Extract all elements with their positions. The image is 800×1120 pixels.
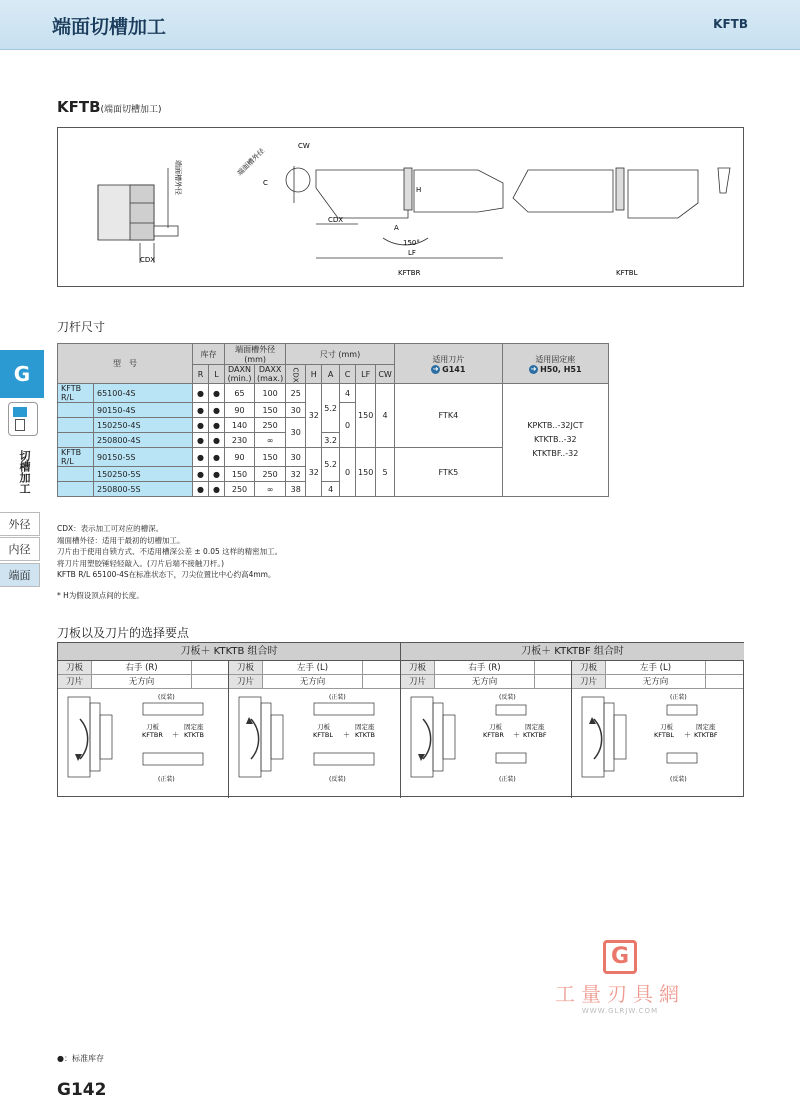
model-cell[interactable]: 250800-5S — [94, 482, 193, 497]
arrow-right-icon: ➜ — [530, 364, 537, 373]
model-prefix-blank — [58, 467, 94, 482]
stock-l: ● — [209, 403, 225, 418]
cw-cell: 4 — [376, 384, 395, 448]
sidebar-vertical-label: 切槽加工 — [18, 450, 31, 494]
stock-l: ● — [209, 418, 225, 433]
table-notes — [57, 523, 282, 581]
label-blade: 刀板 — [489, 723, 502, 731]
daxx-cell: 150 — [255, 448, 286, 467]
label-seat: 固定座 — [355, 723, 375, 731]
daxn-cell: 150 — [225, 467, 255, 482]
cdx-cell: 30 — [286, 418, 306, 448]
kv-value: 右手 (R) — [435, 661, 535, 674]
kv-key: 刀片 — [401, 675, 435, 688]
cdx-cell: 25 — [286, 384, 306, 403]
label-seat-model: KTKTBF — [523, 731, 547, 739]
label-blade-model: KFTBL — [654, 731, 674, 739]
arrow-right-icon: ➜ — [432, 364, 439, 373]
sidebar-tab-id[interactable]: 内径 — [0, 537, 40, 561]
kv-key: 刀板 — [401, 661, 435, 674]
a-cell: 5.2 — [322, 448, 340, 482]
page-title: 端面切槽加工 — [52, 16, 167, 38]
model-prefix: KFTB R/L — [58, 384, 94, 403]
mount-top: (反装) — [158, 694, 175, 701]
model-cell[interactable]: 250800-4S — [94, 433, 193, 448]
stock-l: ● — [209, 467, 225, 482]
col-insert — [394, 344, 502, 384]
assembly-sketch — [572, 689, 743, 798]
daxx-cell: 100 — [255, 384, 286, 403]
label-blade-model: KFTBL — [313, 731, 333, 739]
stock-legend: ●：标准库存 — [57, 1054, 104, 1063]
seat-item[interactable]: KTKTBF..-32 — [532, 449, 579, 458]
stock-r: ● — [193, 482, 209, 497]
cdx-cell: 32 — [286, 467, 306, 482]
watermark-url: WWW.GLRJW.COM — [581, 1007, 659, 1015]
kv-value: 无方向 — [263, 675, 363, 688]
label-seat-model: KTKTBF — [694, 731, 718, 739]
page-number: G142 — [57, 1080, 107, 1100]
kv-key: 刀片 — [58, 675, 92, 688]
model-prefix-blank — [58, 482, 94, 497]
daxx-cell: 150 — [255, 403, 286, 418]
model-cell[interactable]: 150250-5S — [94, 467, 193, 482]
col-daxx — [255, 365, 286, 384]
seat-item[interactable]: KPKTB..-32JCT — [527, 421, 584, 430]
dim-groove-od-diag: 端面槽外径 — [235, 147, 267, 178]
holder-table-title: 刀杆尺寸 — [57, 320, 106, 334]
c-cell: 4 — [340, 384, 356, 403]
model-cell[interactable]: 150250-4S — [94, 418, 193, 433]
stock-r: ● — [193, 418, 209, 433]
daxn-cell: 140 — [225, 418, 255, 433]
plus-sign: ＋ — [172, 731, 179, 739]
col-insert-text: 适用刀片 — [432, 354, 465, 364]
col-cdx — [286, 365, 306, 384]
col-l: L — [209, 365, 225, 384]
plus-sign: ＋ — [684, 731, 691, 739]
col-lf: LF — [356, 365, 376, 384]
daxx-cell: 250 — [255, 467, 286, 482]
assembly-sketch — [401, 689, 572, 798]
insert-cell[interactable]: FTK5 — [394, 448, 502, 497]
assembly-svg — [58, 689, 229, 798]
cw-cell: 5 — [376, 448, 395, 497]
kv-key: 刀板 — [58, 661, 92, 674]
c-cell: 0 — [340, 403, 356, 448]
label-blade: 刀板 — [146, 723, 159, 731]
label-kftbl: KFTBL — [616, 269, 638, 277]
daxx-cell: ∞ — [255, 482, 286, 497]
combo-ktktbf — [401, 643, 744, 798]
label-kftbr: KFTBR — [398, 269, 421, 277]
page-header — [0, 0, 800, 50]
col-groove-od — [225, 344, 286, 365]
kv-key: 刀板 — [229, 661, 263, 674]
stock-l: ● — [209, 482, 225, 497]
mount-top: (正装) — [670, 694, 687, 701]
dim-cdx-left: CDX — [140, 256, 156, 264]
label-seat-model: KTKTB — [184, 731, 204, 739]
kv-key: 刀片 — [572, 675, 606, 688]
col-daxx-text: DAXX — [258, 365, 282, 374]
daxn-cell: 90 — [225, 448, 255, 467]
kv-key: 刀板 — [572, 661, 606, 674]
col-model: 型 号 — [58, 344, 193, 384]
sidebar-letter-tab[interactable]: G — [0, 350, 44, 398]
stock-r: ● — [193, 384, 209, 403]
lf-cell: 150 — [356, 384, 376, 448]
cdx-cell: 38 — [286, 482, 306, 497]
col-c: C — [340, 365, 356, 384]
tool-diagram — [57, 127, 744, 287]
sidebar-tab-face[interactable]: 端面 — [0, 563, 40, 587]
cdx-cell: 30 — [286, 403, 306, 418]
label-blade: 刀板 — [660, 723, 673, 731]
daxn-cell: 230 — [225, 433, 255, 448]
label-seat: 固定座 — [184, 723, 204, 731]
kv-value: 左手 (L) — [606, 661, 706, 674]
model-prefix-blank — [58, 403, 94, 418]
dim-c: C — [263, 179, 268, 187]
model-cell[interactable]: 90150-4S — [94, 403, 193, 418]
col-seat-text: 适用固定座 — [535, 354, 576, 364]
h-cell: 32 — [306, 448, 322, 497]
mount-bottom: (正装) — [499, 776, 516, 783]
table-row — [58, 384, 609, 403]
col-a: A — [322, 365, 340, 384]
dim-angle: 150° — [403, 239, 420, 247]
col-seat — [502, 344, 608, 384]
section-title-text: KFTB — [57, 98, 101, 116]
stock-r: ● — [193, 403, 209, 418]
watermark-name: 工量刃具網 — [555, 982, 685, 1006]
mount-bottom: (反装) — [329, 776, 346, 783]
combo-right-hand — [401, 661, 572, 798]
plus-sign: ＋ — [343, 731, 350, 739]
col-cw: CW — [376, 365, 395, 384]
col-seat-ref[interactable]: H50, H51 — [540, 364, 582, 374]
a-cell: 5.2 — [322, 384, 340, 433]
col-groove-od-unit: (mm) — [244, 355, 267, 364]
stock-l: ● — [209, 384, 225, 403]
col-daxx-sub: (max.) — [257, 374, 284, 383]
daxn-cell: 90 — [225, 403, 255, 418]
kv-value: 右手 (R) — [92, 661, 192, 674]
cdx-cell: 30 — [286, 448, 306, 467]
assembly-svg — [401, 689, 572, 798]
col-daxn-sub: (min.) — [227, 374, 252, 383]
col-daxn — [225, 365, 255, 384]
note-h: * H为假设顶点间的长度。 — [57, 591, 144, 600]
note-line: 端面槽外径：适用于最初的切槽加工。 — [57, 535, 185, 545]
combo-left-hand — [229, 661, 400, 798]
stock-l: ● — [209, 448, 225, 467]
combo-header: 刀板＋ KTKTB 组合时 — [58, 643, 400, 661]
combo-header: 刀板＋ KTKTBF 组合时 — [401, 643, 744, 661]
grooving-icon — [8, 402, 38, 436]
combo-left-hand — [572, 661, 743, 798]
kv-value: 无方向 — [435, 675, 535, 688]
col-r: R — [193, 365, 209, 384]
seat-item[interactable]: KTKTB..-32 — [533, 435, 577, 444]
label-blade-model: KFTBR — [483, 731, 504, 739]
mount-top: (反装) — [499, 694, 516, 701]
assembly-svg — [572, 689, 743, 798]
lf-cell: 150 — [356, 448, 376, 497]
daxx-cell: 250 — [255, 418, 286, 433]
holder-dimension-table — [57, 343, 609, 497]
sidebar-tab-od[interactable]: 外径 — [0, 512, 40, 536]
note-line: KFTB R/L 65100-4S在标准状态下，刀尖位置比中心约高4mm。 — [57, 570, 276, 579]
kv-value: 无方向 — [92, 675, 192, 688]
header-code: KFTB — [713, 17, 748, 31]
dim-a: A — [394, 224, 399, 232]
col-groove-od-text: 端面槽外径 — [235, 345, 276, 354]
h-cell: 32 — [306, 384, 322, 448]
daxn-cell: 65 — [225, 384, 255, 403]
mount-bottom: (正装) — [158, 776, 175, 783]
combination-table — [57, 642, 744, 797]
model-prefix-blank — [58, 433, 94, 448]
col-insert-ref[interactable]: G141 — [442, 364, 466, 374]
col-dims: 尺寸 (mm) — [286, 344, 395, 365]
dim-groove-od-vertical: 端面槽外径 — [174, 160, 182, 195]
label-seat: 固定座 — [525, 723, 545, 731]
daxx-cell: ∞ — [255, 433, 286, 448]
combo-ktktb — [58, 643, 401, 798]
model-prefix: KFTB R/L — [58, 448, 94, 467]
plus-sign: ＋ — [513, 731, 520, 739]
label-blade: 刀板 — [317, 723, 330, 731]
label-blade-model: KFTBR — [142, 731, 163, 739]
col-stock: 库存 — [193, 344, 225, 365]
c-cell: 0 — [340, 448, 356, 497]
col-cdx-text: CDX — [291, 366, 300, 383]
watermark — [530, 940, 710, 1015]
assembly-svg — [229, 689, 400, 798]
note-line: CDX：表示加工可对应的槽深。 — [57, 524, 164, 533]
combination-title: 刀板以及刀片的选择要点 — [57, 626, 190, 640]
daxn-cell: 250 — [225, 482, 255, 497]
label-seat-model: KTKTB — [355, 731, 375, 739]
kv-value: 无方向 — [606, 675, 706, 688]
mount-bottom: (反装) — [670, 776, 687, 783]
col-h: H — [306, 365, 322, 384]
a-cell: 4 — [322, 482, 340, 497]
seat-cell — [502, 384, 608, 497]
section-title — [57, 98, 162, 116]
model-cell[interactable]: 90150-5S — [94, 448, 193, 467]
a-cell: 3.2 — [322, 433, 340, 448]
dim-cw: CW — [298, 142, 310, 150]
model-prefix-blank — [58, 418, 94, 433]
stock-l: ● — [209, 433, 225, 448]
dim-cdx: CDX — [328, 216, 344, 224]
label-seat: 固定座 — [696, 723, 716, 731]
kv-key: 刀片 — [229, 675, 263, 688]
note-line: 刀片由于使用自锁方式、不适用槽深公差 ± 0.05 这样的精密加工。 — [57, 547, 283, 556]
note-line: 将刀片用塑胶锤轻轻敲入。(刀片后端不接触刀杆。) — [57, 558, 225, 568]
watermark-logo-icon: G — [603, 940, 637, 974]
insert-cell[interactable]: FTK4 — [394, 384, 502, 448]
col-daxn-text: DAXN — [228, 365, 251, 374]
stock-r: ● — [193, 448, 209, 467]
stock-r: ● — [193, 467, 209, 482]
combo-right-hand — [58, 661, 229, 798]
assembly-sketch — [58, 689, 229, 798]
tool-diagram-svg — [58, 128, 745, 288]
model-cell[interactable]: 65100-4S — [94, 384, 193, 403]
section-subtitle: (端面切槽加工) — [100, 105, 162, 115]
dim-h: H — [416, 186, 422, 194]
dim-lf: LF — [408, 249, 416, 257]
assembly-sketch — [229, 689, 400, 798]
stock-r: ● — [193, 433, 209, 448]
mount-top: (正装) — [329, 694, 346, 701]
kv-value: 左手 (L) — [263, 661, 363, 674]
